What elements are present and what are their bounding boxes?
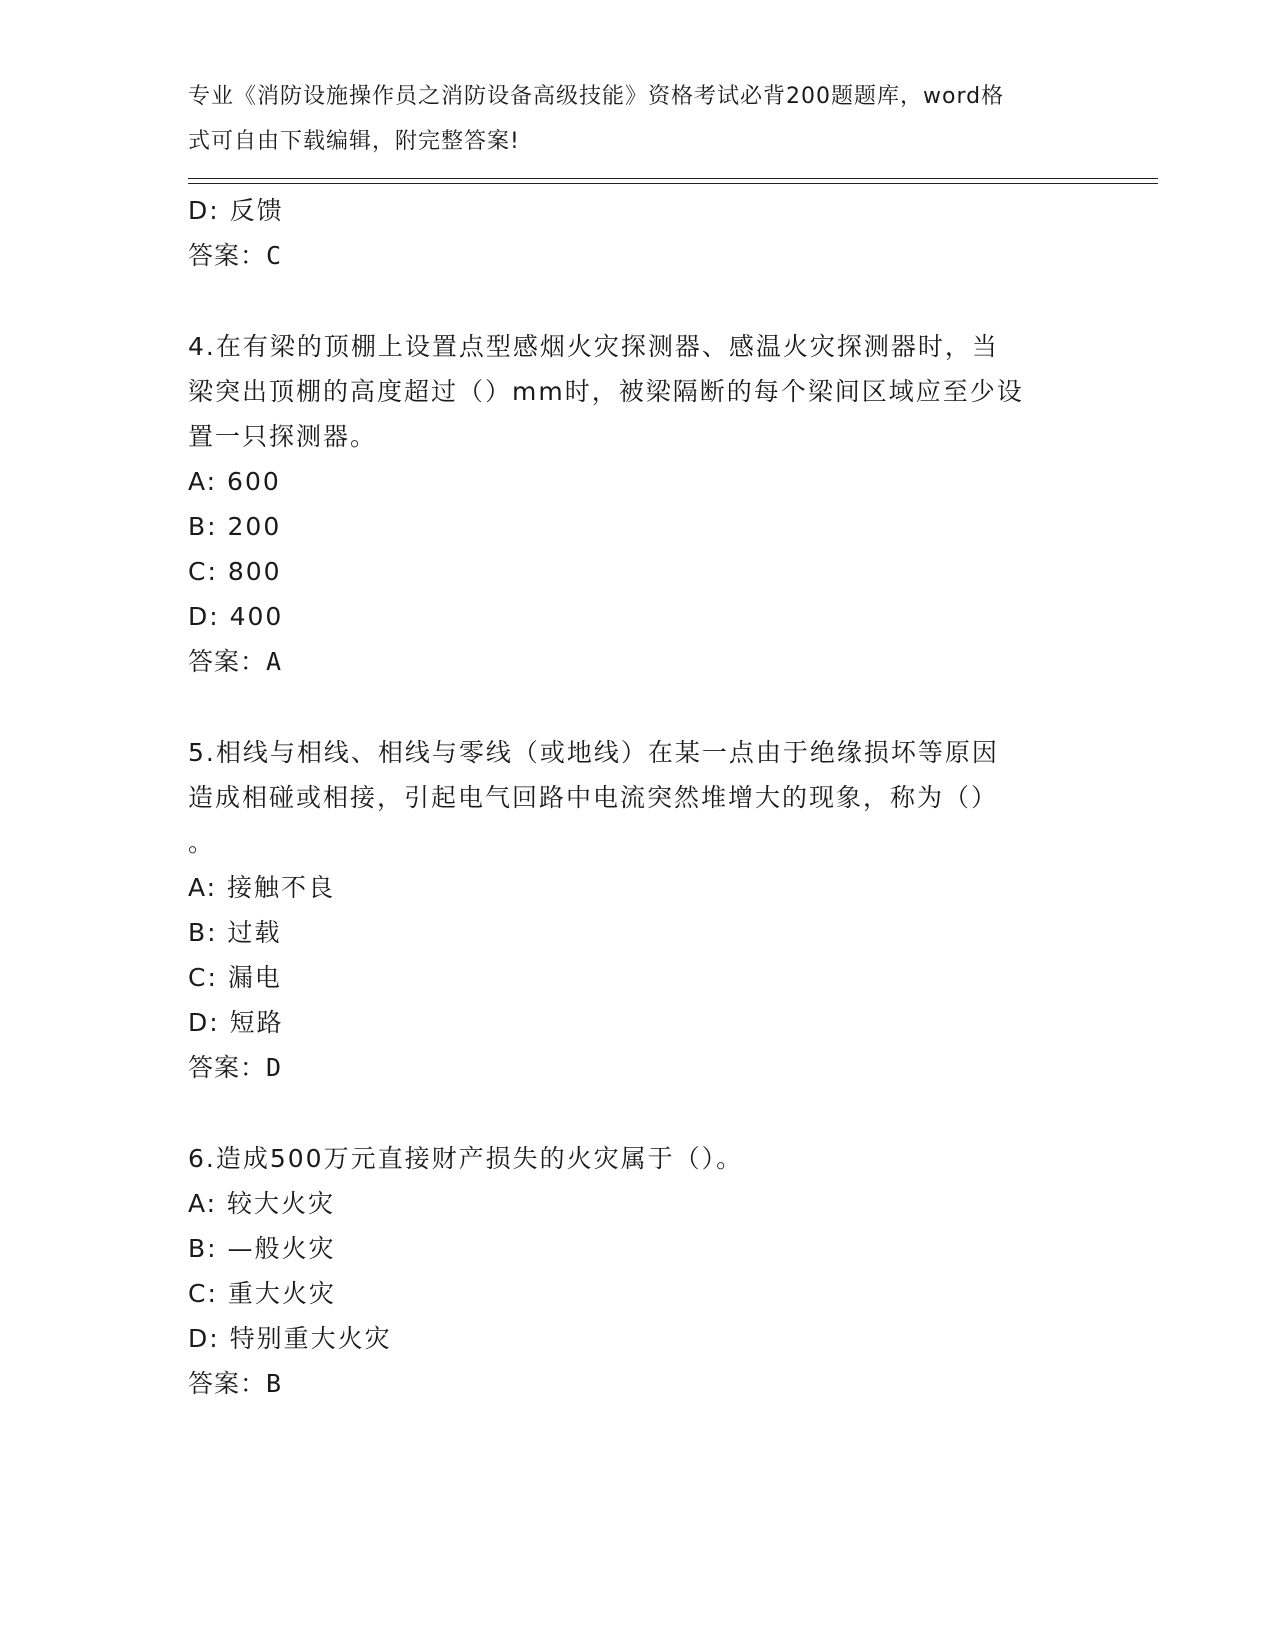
question-list bbox=[188, 188, 1088, 1406]
question-5 bbox=[188, 730, 1088, 1090]
option-b: B: 过载 bbox=[188, 918, 282, 947]
answer-line: 答案：A bbox=[188, 647, 283, 676]
question-text-line: 梁突出顶棚的高度超过（）mm时，被梁隔断的每个梁间区域应至少设 bbox=[188, 377, 1024, 406]
option-a: A: 接触不良 bbox=[188, 873, 336, 902]
question-text-line: 4.在有梁的顶棚上设置点型感烟火灾探测器、感温火灾探测器时，当 bbox=[188, 332, 999, 361]
question-text-line: 6.造成500万元直接财产损失的火灾属于（）。 bbox=[188, 1144, 744, 1173]
question-text-line: 造成相碰或相接，引起电气回路中电流突然堆增大的现象，称为（） bbox=[188, 783, 999, 812]
answer-line: 答案：B bbox=[188, 1369, 283, 1398]
option-d: D: 特别重大火灾 bbox=[188, 1324, 392, 1353]
spacer bbox=[188, 684, 1088, 730]
answer-line: 答案：D bbox=[188, 1053, 283, 1082]
question-3-tail bbox=[188, 188, 1088, 278]
option-c: C: 漏电 bbox=[188, 963, 282, 992]
option-d: D: 短路 bbox=[188, 1008, 284, 1037]
spacer bbox=[188, 1090, 1088, 1136]
answer-line: 答案：C bbox=[188, 241, 283, 270]
question-6 bbox=[188, 1136, 1088, 1406]
header-divider-bottom bbox=[188, 183, 1158, 184]
document-header bbox=[188, 74, 1068, 164]
option-a: A: 600 bbox=[188, 467, 281, 496]
header-line-1: 专业《消防设施操作员之消防设备高级技能》资格考试必背200题题库，word格 bbox=[188, 84, 1005, 109]
question-text-line: 5.相线与相线、相线与零线（或地线）在某一点由于绝缘损坏等原因 bbox=[188, 738, 999, 767]
header-divider-top bbox=[188, 178, 1158, 179]
question-4 bbox=[188, 324, 1088, 684]
option-b: B: 200 bbox=[188, 512, 282, 541]
option-d: D: 400 bbox=[188, 602, 284, 631]
question-text-line: 。 bbox=[188, 828, 216, 857]
header-line-2: 式可自由下载编辑，附完整答案! bbox=[188, 129, 520, 154]
option-b: B: —般火灾 bbox=[188, 1234, 336, 1263]
option-a: A: 较大火灾 bbox=[188, 1189, 336, 1218]
question-text-line: 置一只探测器。 bbox=[188, 422, 378, 451]
spacer bbox=[188, 278, 1088, 324]
option-d: D: 反馈 bbox=[188, 196, 284, 225]
option-c: C: 800 bbox=[188, 557, 282, 586]
option-c: C: 重大火灾 bbox=[188, 1279, 336, 1308]
